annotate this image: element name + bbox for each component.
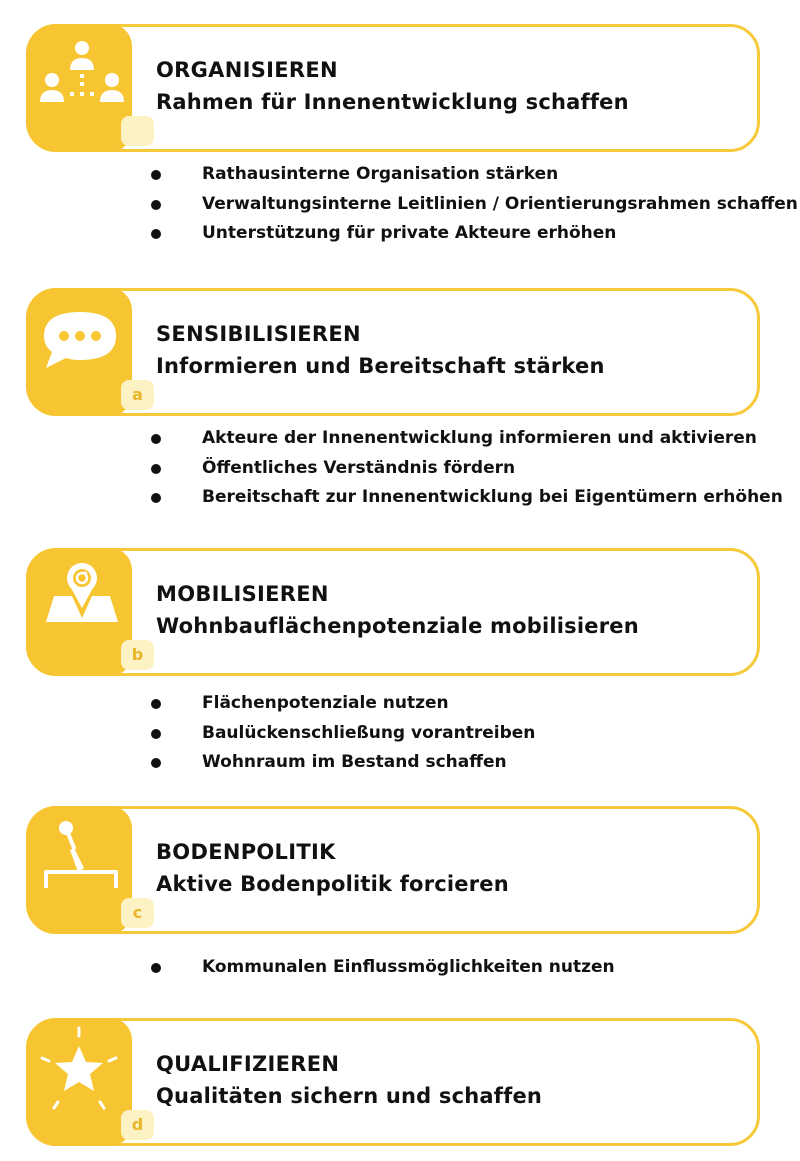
section-subheading: Rahmen für Innenentwicklung schaffen — [156, 90, 629, 114]
section-letter-badge — [121, 116, 154, 146]
list-item — [150, 693, 535, 723]
section-heading: MOBILISIEREN — [156, 582, 329, 606]
list-item — [150, 223, 798, 253]
bullet-list — [150, 164, 798, 253]
bullet-icon — [151, 170, 161, 180]
bullet-icon — [151, 229, 161, 239]
bullet-list — [150, 957, 615, 987]
list-item-text: Unterstützung für private Akteure erhöhen — [202, 223, 617, 243]
list-item-text: Öffentliches Verständnis fördern — [202, 457, 516, 478]
bullet-icon — [151, 434, 161, 444]
bullet-icon — [151, 758, 161, 768]
bullet-icon — [151, 699, 161, 709]
bullet-icon — [151, 200, 161, 210]
list-item — [150, 957, 615, 987]
list-item — [150, 194, 798, 224]
section-letter-badge: c — [121, 898, 154, 928]
list-item-text: Kommunalen Einflussmöglichkeiten nutzen — [202, 957, 615, 977]
list-item — [150, 487, 783, 517]
bullet-icon — [151, 729, 161, 739]
section-heading: QUALIFIZIEREN — [156, 1052, 340, 1076]
list-item-text: Akteure der Innenentwicklung informieren und aktivieren — [202, 428, 757, 448]
list-item — [150, 458, 783, 488]
list-item — [150, 164, 798, 194]
list-item — [150, 723, 535, 753]
icon-tile — [26, 548, 144, 676]
list-item-text: Bereitschaft zur Innenentwicklung bei Eigentümern erhöhen — [202, 487, 783, 507]
speech-bubble-icon — [26, 288, 132, 416]
people-network-icon — [26, 24, 132, 152]
section-subheading: Aktive Bodenpolitik forcieren — [156, 872, 509, 896]
bullet-icon — [151, 464, 161, 474]
bullet-icon — [151, 963, 161, 973]
bullet-list — [150, 428, 783, 517]
list-item-text: Flächenpotenziale nutzen — [202, 693, 449, 713]
icon-tile — [26, 288, 143, 416]
section-letter-badge: a — [121, 380, 154, 410]
list-item-text: Baulückenschließung vorantreiben — [202, 722, 536, 743]
bullet-icon — [151, 493, 161, 503]
bullet-list — [150, 693, 535, 782]
section-letter-badge: b — [121, 640, 154, 670]
section-heading: ORGANISIEREN — [156, 58, 338, 82]
section-subheading: Wohnbauflächenpotenziale mobilisieren — [156, 614, 639, 638]
icon-tile — [26, 1018, 144, 1146]
list-item — [150, 752, 535, 782]
list-item — [150, 428, 783, 458]
section-heading: SENSIBILISIEREN — [156, 322, 361, 346]
section-subheading: Informieren und Bereitschaft stärken — [156, 354, 605, 378]
list-item-text: Wohnraum im Bestand schaffen — [202, 752, 507, 772]
section-letter-badge: d — [121, 1110, 154, 1140]
section-subheading: Qualitäten sichern und schaffen — [156, 1084, 543, 1108]
icon-tile — [26, 806, 143, 934]
list-item-text: Rathausinterne Organisation stärken — [202, 164, 559, 184]
icon-tile — [26, 24, 132, 152]
list-item-text: Verwaltungsinterne Leitlinien / Orientierungsrahmen schaffen — [202, 193, 798, 214]
section-heading: BODENPOLITIK — [156, 840, 336, 864]
lever-icon — [26, 806, 132, 934]
star-icon — [26, 1018, 132, 1146]
map-pin-icon — [26, 548, 132, 676]
